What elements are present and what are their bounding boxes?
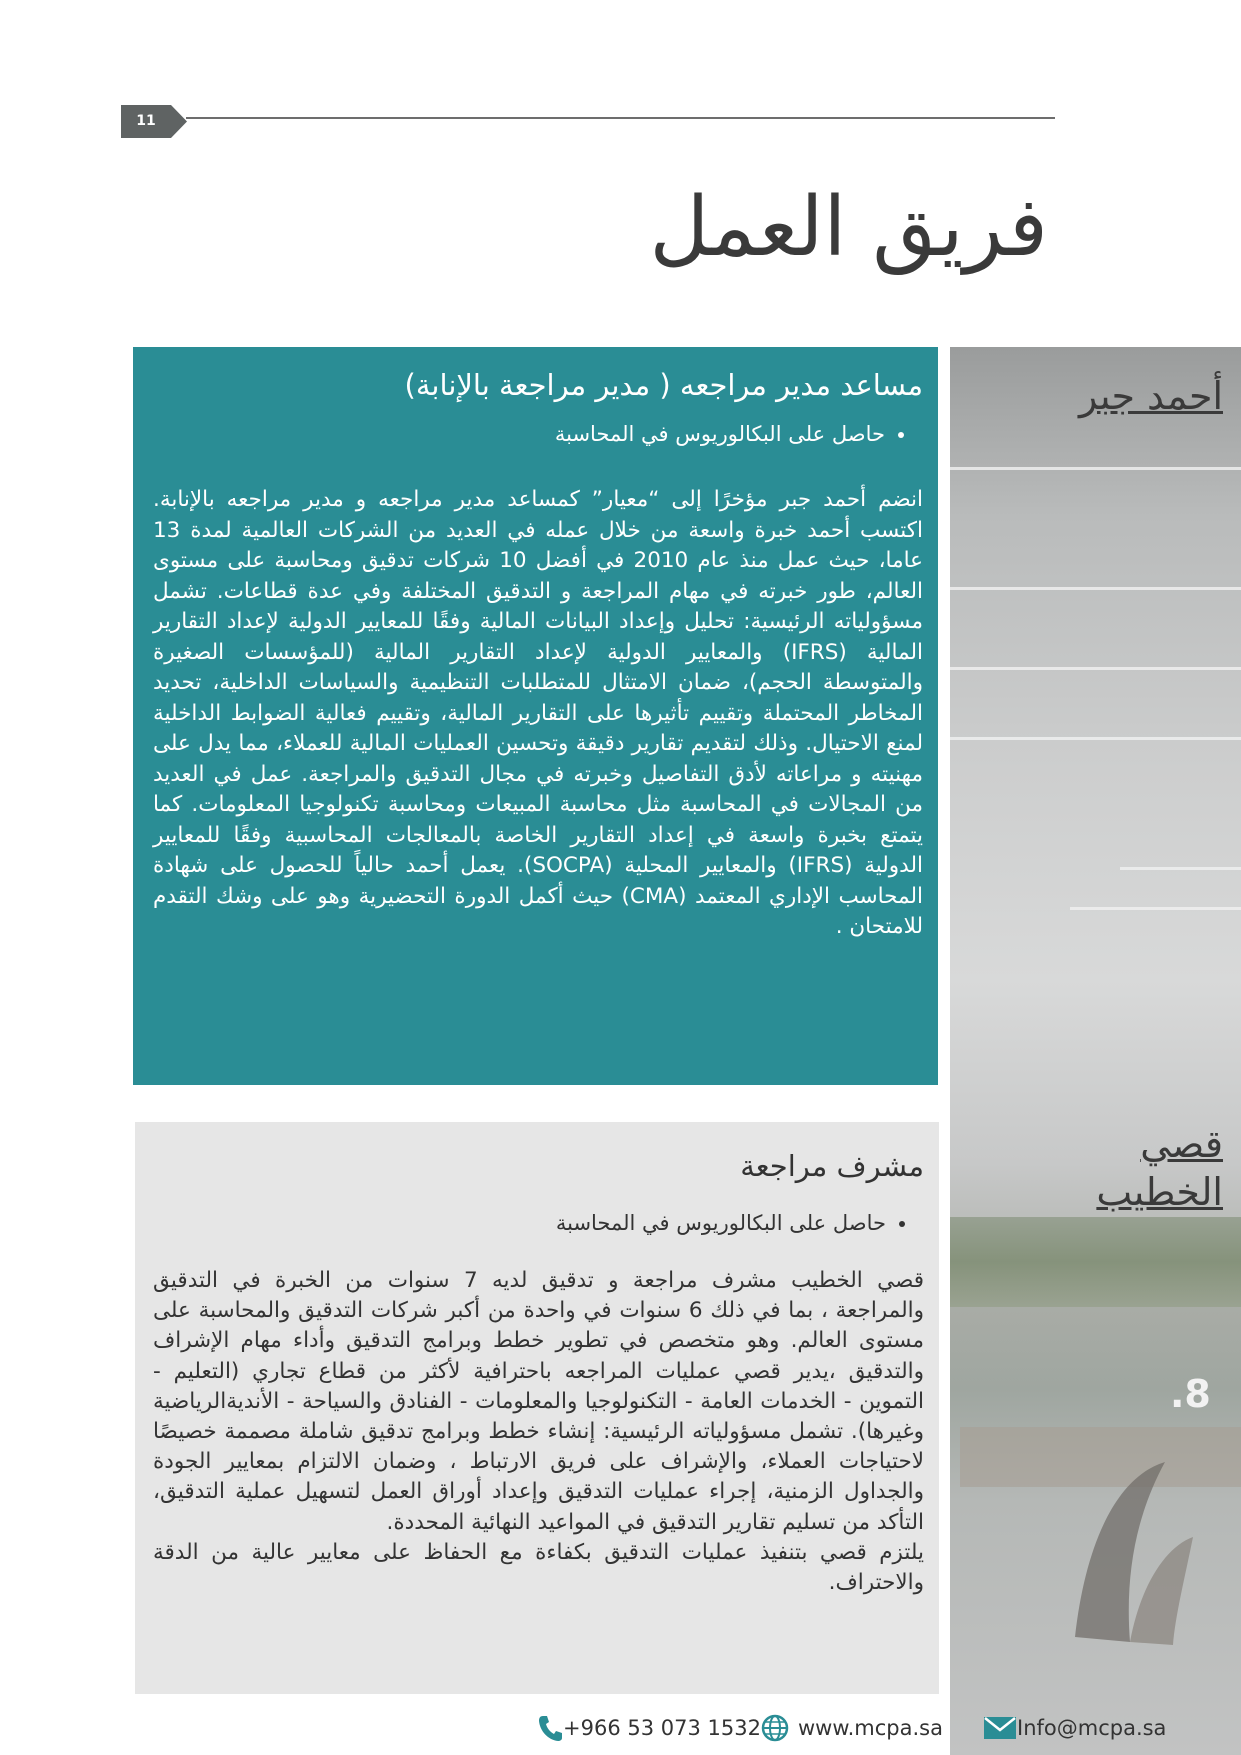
qualification-list xyxy=(153,419,923,449)
email-link[interactable]: Info@mcpa.sa xyxy=(1017,1716,1167,1740)
member-role: مشرف مراجعة xyxy=(740,1149,924,1183)
qualification-item: • حاصل على البكالوريوس في المحاسبة xyxy=(153,1208,886,1238)
header-rule xyxy=(186,117,1055,119)
member-name-ahmad: أحمد جبر xyxy=(1079,374,1223,418)
office-photo xyxy=(950,347,1241,1755)
page-title: فريق العمل xyxy=(649,180,1048,275)
member-bio: قصي الخطيب مشرف مراجعة و تدقيق لديه 7 سنوات من الخبرة في التدقيق والمراجعة ، بما في ذلك 6 سنوات في واحدة من أكبر شركات التدقيق والمحاسبة على مستوى العالم. وهو متخصص في تطوير خطط وبرامج التدقيق وأداء مهام الإشراف والتدقيق ،يدير قصي عمليات المراجعه باحترافية لأكثر من قطاع تجاري (التعليم - التموين - الخدمات العامة - التكنولوجيا والمعلومات - الفنادق والسياحة - الأنديةالرياضية وغيرها). تشمل مسؤولياته الرئيسية: إنشاء خطط وبرامج تدقيق شاملة مصممة خصيصًا لاحتياجات العملاء، والإشراف على فريق الارتباط ، وضمان الالتزام بمعايير الجودة والجداول الزمنية، إجراء عمليات التدقيق وإعداد أوراق العمل لتسهيل عملية التدقيق، التأكد من تسليم تقارير التدقيق في المواعيد النهائية المحددة. xyxy=(153,1268,925,1535)
website-link[interactable]: www.mcpa.sa xyxy=(798,1716,943,1740)
page-number: 11 xyxy=(136,113,156,129)
footer-phone[interactable] xyxy=(537,1712,761,1744)
member-bio: انضم أحمد جبر مؤخرًا إلى “معيار” كمساعد مدير مراجعه و مدير مراجعه بالإنابة. اكتسب أحمد خبرة واسعة من خلال عمله في العديد من الشركات العالمية لمدة 13 عاما، حيث عمل منذ عام 2010 في أفضل 10 شركات تدقيق ومحاسبة على مستوى العالم، طور خبرته في مهام المراجعة و التدقيق المختلفة وفي عدة قطاعات. تشمل مسؤولياته الرئيسية: تحليل وإعداد البيانات المالية وفقًا للمعايير الدولية لإعداد التقارير المالية (IFRS) والمعايير الدولية لإعداد التقارير المالية (للمؤسسات الصغيرة والمتوسطة الحجم)، ضمان الامتثال للمتطلبات التنظيمية والسياسات الداخلية، تحديد المخاطر المحتملة وتقييم تأثيرها على التقارير المالية، وتقييم فعالية الضوابط الداخلية لمنع الاحتيال. وذلك لتقديم تقارير دقيقة وتحسين العمليات المالية للعملاء، مما يدل على مهنيته و مراعاته لأدق التفاصيل وخبرته في مجال التدقيق والمراجعة. عمل في العديد من المجالات في المحاسبة مثل محاسبة المبيعات ومحاسبة تكنولوجيا المعلومات. كما يتمتع بخبرة واسعة في إعداد التقارير الخاصة بالمعالجات المحاسبية وفقًا للمعايير الدولية (IFRS) والمعايير المحلية (SOCPA). يعمل أحمد حالياً للحصول على شهادة المحاسب الإداري المعتمد (CMA) حيث أكمل الدورة التحضيرية وهو على وشك التقدم للامتحان . xyxy=(153,487,923,939)
member-role: مساعد مدير مراجعه ( مدير مراجعة بالإنابة) xyxy=(404,368,923,402)
mail-icon xyxy=(983,1715,1017,1741)
member-card-qusai xyxy=(135,1122,939,1694)
qualification-item: • حاصل على البكالوريوس في المحاسبة xyxy=(153,419,885,449)
member-bio-extra: يلتزم قصي بتنفيذ عمليات التدقيق بكفاءة مع الحفاظ على معايير عالية من الدقة والاحتراف. xyxy=(153,1539,924,1596)
globe-icon xyxy=(760,1713,790,1743)
logo-watermark-icon xyxy=(1055,1457,1195,1647)
phone-icon xyxy=(537,1714,563,1742)
member-card-ahmad xyxy=(133,347,938,1085)
phone-number: +966 53 073 1532 xyxy=(563,1716,761,1740)
footer-email[interactable] xyxy=(983,1712,1166,1744)
footer-website[interactable] xyxy=(760,1712,943,1744)
qualification-list xyxy=(153,1208,924,1238)
room-number-sign: .8 xyxy=(1170,1372,1211,1416)
member-name-qusai: قصي الخطيب xyxy=(1096,1122,1223,1214)
